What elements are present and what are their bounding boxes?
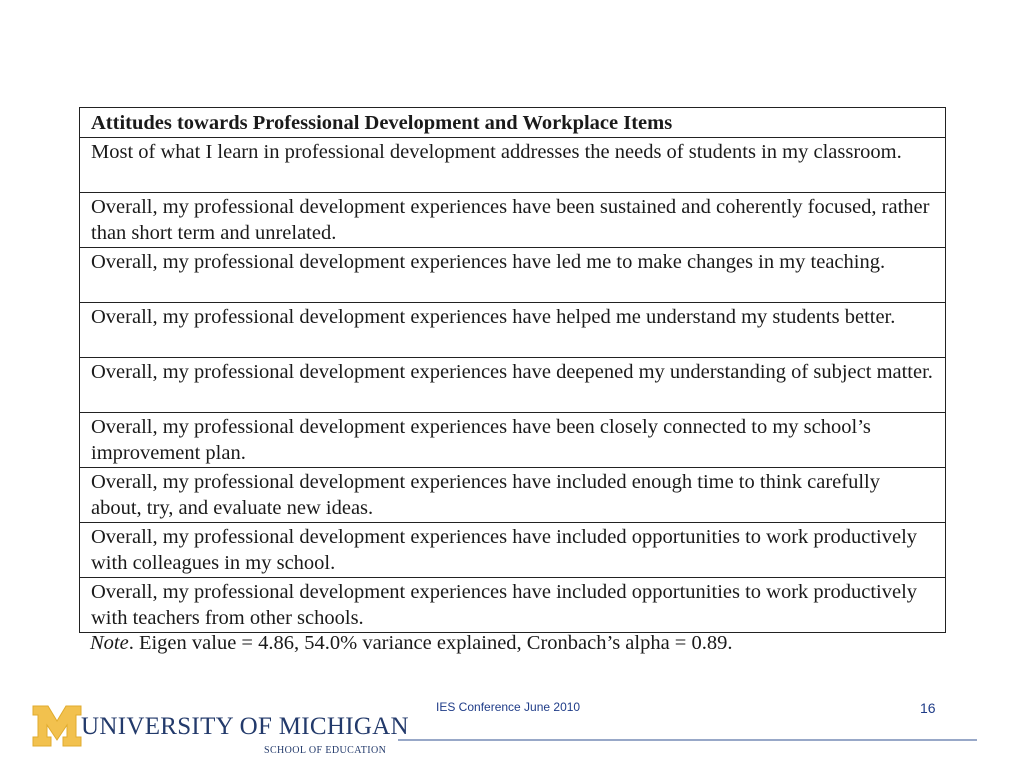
footer-divider [398, 739, 977, 741]
note-label: Note [90, 632, 129, 654]
table-cell: Overall, my professional development experiences have led me to make changes in my teaching. [80, 248, 946, 303]
table-header-row [80, 108, 946, 138]
table-cell: Overall, my professional development experiences have included opportunities to work productively with teachers from other schools. [80, 578, 946, 633]
table-cell: Overall, my professional development experiences have been sustained and coherently focused, rather than short term and unrelated. [80, 193, 946, 248]
page-number: 16 [920, 700, 936, 716]
table-note [90, 630, 733, 656]
table-row [80, 468, 946, 523]
note-text: . Eigen value = 4.86, 54.0% variance explained, Cronbach’s alpha = 0.89. [128, 632, 733, 654]
school-name: SCHOOL OF EDUCATION [264, 745, 387, 756]
table-row [80, 358, 946, 413]
table-row [80, 413, 946, 468]
table-row [80, 193, 946, 248]
table-cell: Overall, my professional development experiences have deepened my understanding of subject matter. [80, 358, 946, 413]
items-table [79, 107, 946, 633]
conference-label: IES Conference June 2010 [436, 700, 581, 714]
table-cell: Overall, my professional development experiences have been closely connected to my school’s improvement plan. [80, 413, 946, 468]
table-header: Attitudes towards Professional Development and Workplace Items [80, 108, 946, 138]
table-row [80, 303, 946, 358]
university-logo [32, 704, 409, 764]
block-m-icon [32, 704, 82, 748]
table-row [80, 138, 946, 193]
table-row [80, 523, 946, 578]
university-name: UNIVERSITY OF MICHIGAN [81, 713, 409, 740]
table-row [80, 578, 946, 633]
table-cell: Overall, my professional development experiences have helped me understand my students better. [80, 303, 946, 358]
table-row [80, 248, 946, 303]
table-cell: Overall, my professional development experiences have included enough time to think carefully about, try, and evaluate new ideas. [80, 468, 946, 523]
table-cell: Overall, my professional development experiences have included opportunities to work productively with colleagues in my school. [80, 523, 946, 578]
table-cell: Most of what I learn in professional development addresses the needs of students in my classroom. [80, 138, 946, 193]
